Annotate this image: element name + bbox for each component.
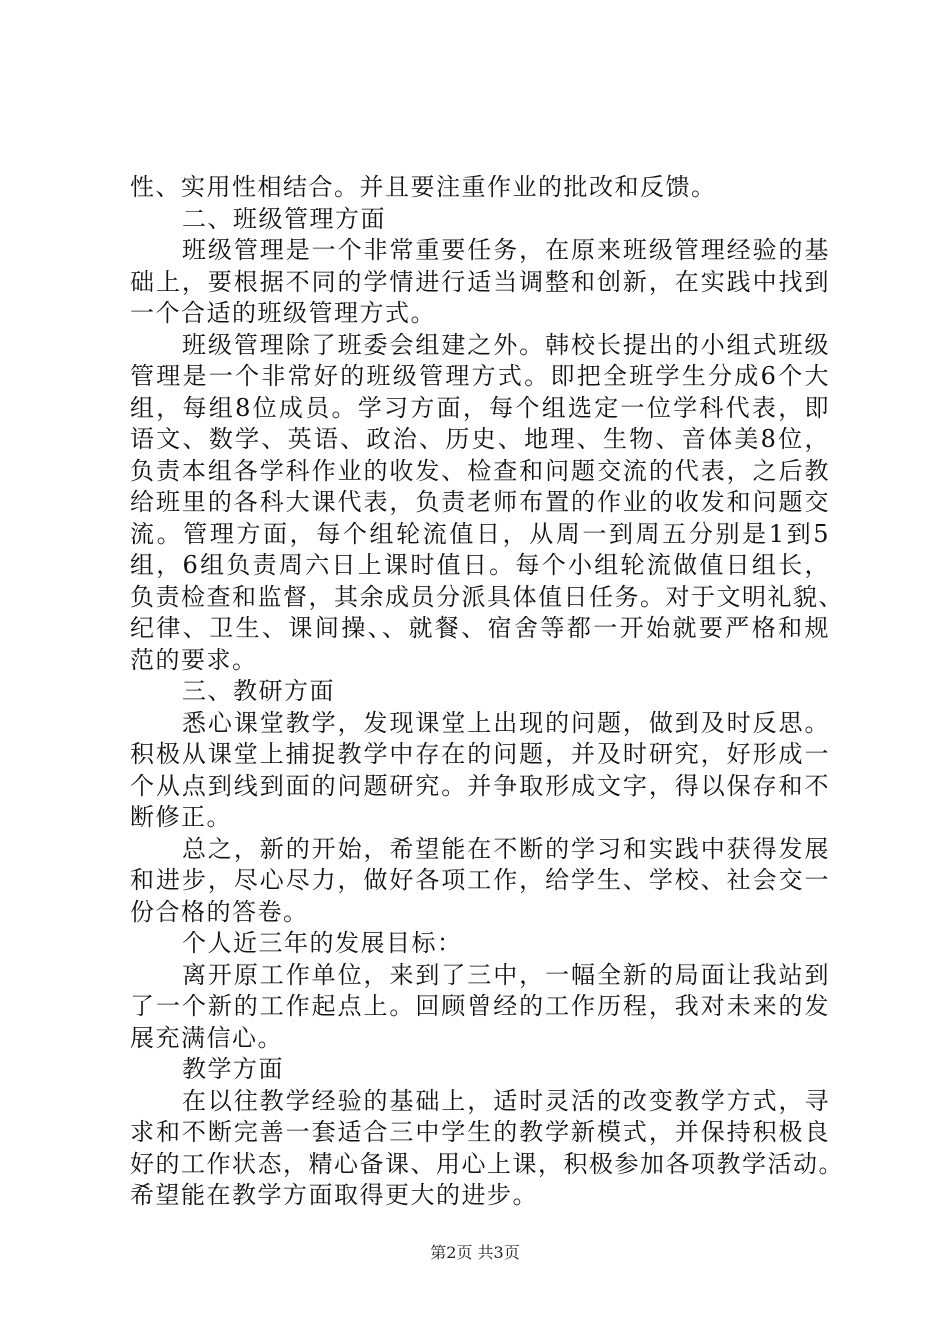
- text-line: 三、教研方面: [182, 677, 335, 705]
- document-body: [130, 172, 844, 1212]
- text-line: 个人近三年的发展目标：: [182, 929, 463, 957]
- text-line: 负责本组各学科作业的收发、检查和问题交流的代表，之后教: [130, 456, 830, 485]
- text-line: 好的工作状态，精心备课、用心上课，积极参加各项教学活动。: [130, 1149, 844, 1178]
- text-line: 教学方面: [182, 1055, 284, 1083]
- text-line: 个从点到线到面的问题研究。并争取形成文字，得以保存和不: [130, 771, 830, 800]
- text-line: 悉心课堂教学，发现课堂上出现的问题，做到及时反思。: [182, 708, 830, 737]
- text-line: 积极从课堂上捕捉教学中存在的问题，并及时研究，好形成一: [130, 740, 830, 768]
- text-line: 给班里的各科大课代表，负责老师布置的作业的收发和问题交: [130, 488, 830, 516]
- text-line: 和进步，尽心尽力，做好各项工作，给学生、学校、社会交一: [130, 866, 830, 894]
- text-line: 范的要求。: [130, 645, 258, 674]
- text-line: 流。管理方面，每个组轮流值日，从周一到周五分别是1到5: [130, 519, 830, 548]
- text-line: 断修正。: [130, 803, 232, 831]
- text-line: 班级管理除了班委会组建之外。韩校长提出的小组式班级: [182, 330, 830, 359]
- text-line: 组，6组负责周六日上课时值日。每个小组轮流做值日组长，: [130, 551, 830, 579]
- page-footer: 第2页 共3页: [430, 1243, 520, 1262]
- text-line: 班级管理是一个非常重要任务，在原来班级管理经验的基: [182, 236, 830, 264]
- text-line: 语文、数学、英语、政治、历史、地理、生物、音体美8位，: [130, 425, 830, 453]
- text-line: 一个合适的班级管理方式。: [130, 299, 436, 327]
- text-line: 希望能在教学方面取得更大的进步。: [130, 1181, 538, 1209]
- text-line: 总之，新的开始，希望能在不断的学习和实践中获得发展: [182, 834, 830, 863]
- text-line: 离开原工作单位，来到了三中，一幅全新的局面让我站到: [182, 960, 830, 989]
- text-line: 负责检查和监督，其余成员分派具体值日任务。对于文明礼貌、: [130, 582, 844, 611]
- text-line: 组，每组8位成员。学习方面，每个组选定一位学科代表，即: [130, 393, 830, 422]
- text-line: 展充满信心。: [130, 1023, 283, 1052]
- text-line: 份合格的答卷。: [130, 897, 309, 926]
- text-line: 在以往教学经验的基础上，适时灵活的改变教学方式，寻: [182, 1086, 830, 1115]
- text-line: 了一个新的工作起点上。回顾曾经的工作历程，我对未来的发: [130, 992, 830, 1020]
- text-line: 础上，要根据不同的学情进行适当调整和创新，在实践中找到: [130, 267, 830, 296]
- text-line: 管理是一个非常好的班级管理方式。即把全班学生分成6个大: [130, 362, 830, 390]
- text-line: 二、班级管理方面: [182, 204, 386, 233]
- text-line: 求和不断完善一套适合三中学生的教学新模式，并保持积极良: [130, 1118, 830, 1146]
- text-line: 纪律、卫生、课间操、、就餐、宿舍等都一开始就要严格和规: [130, 614, 830, 642]
- text-line: 性、实用性相结合。并且要注重作业的批改和反馈。: [130, 173, 717, 201]
